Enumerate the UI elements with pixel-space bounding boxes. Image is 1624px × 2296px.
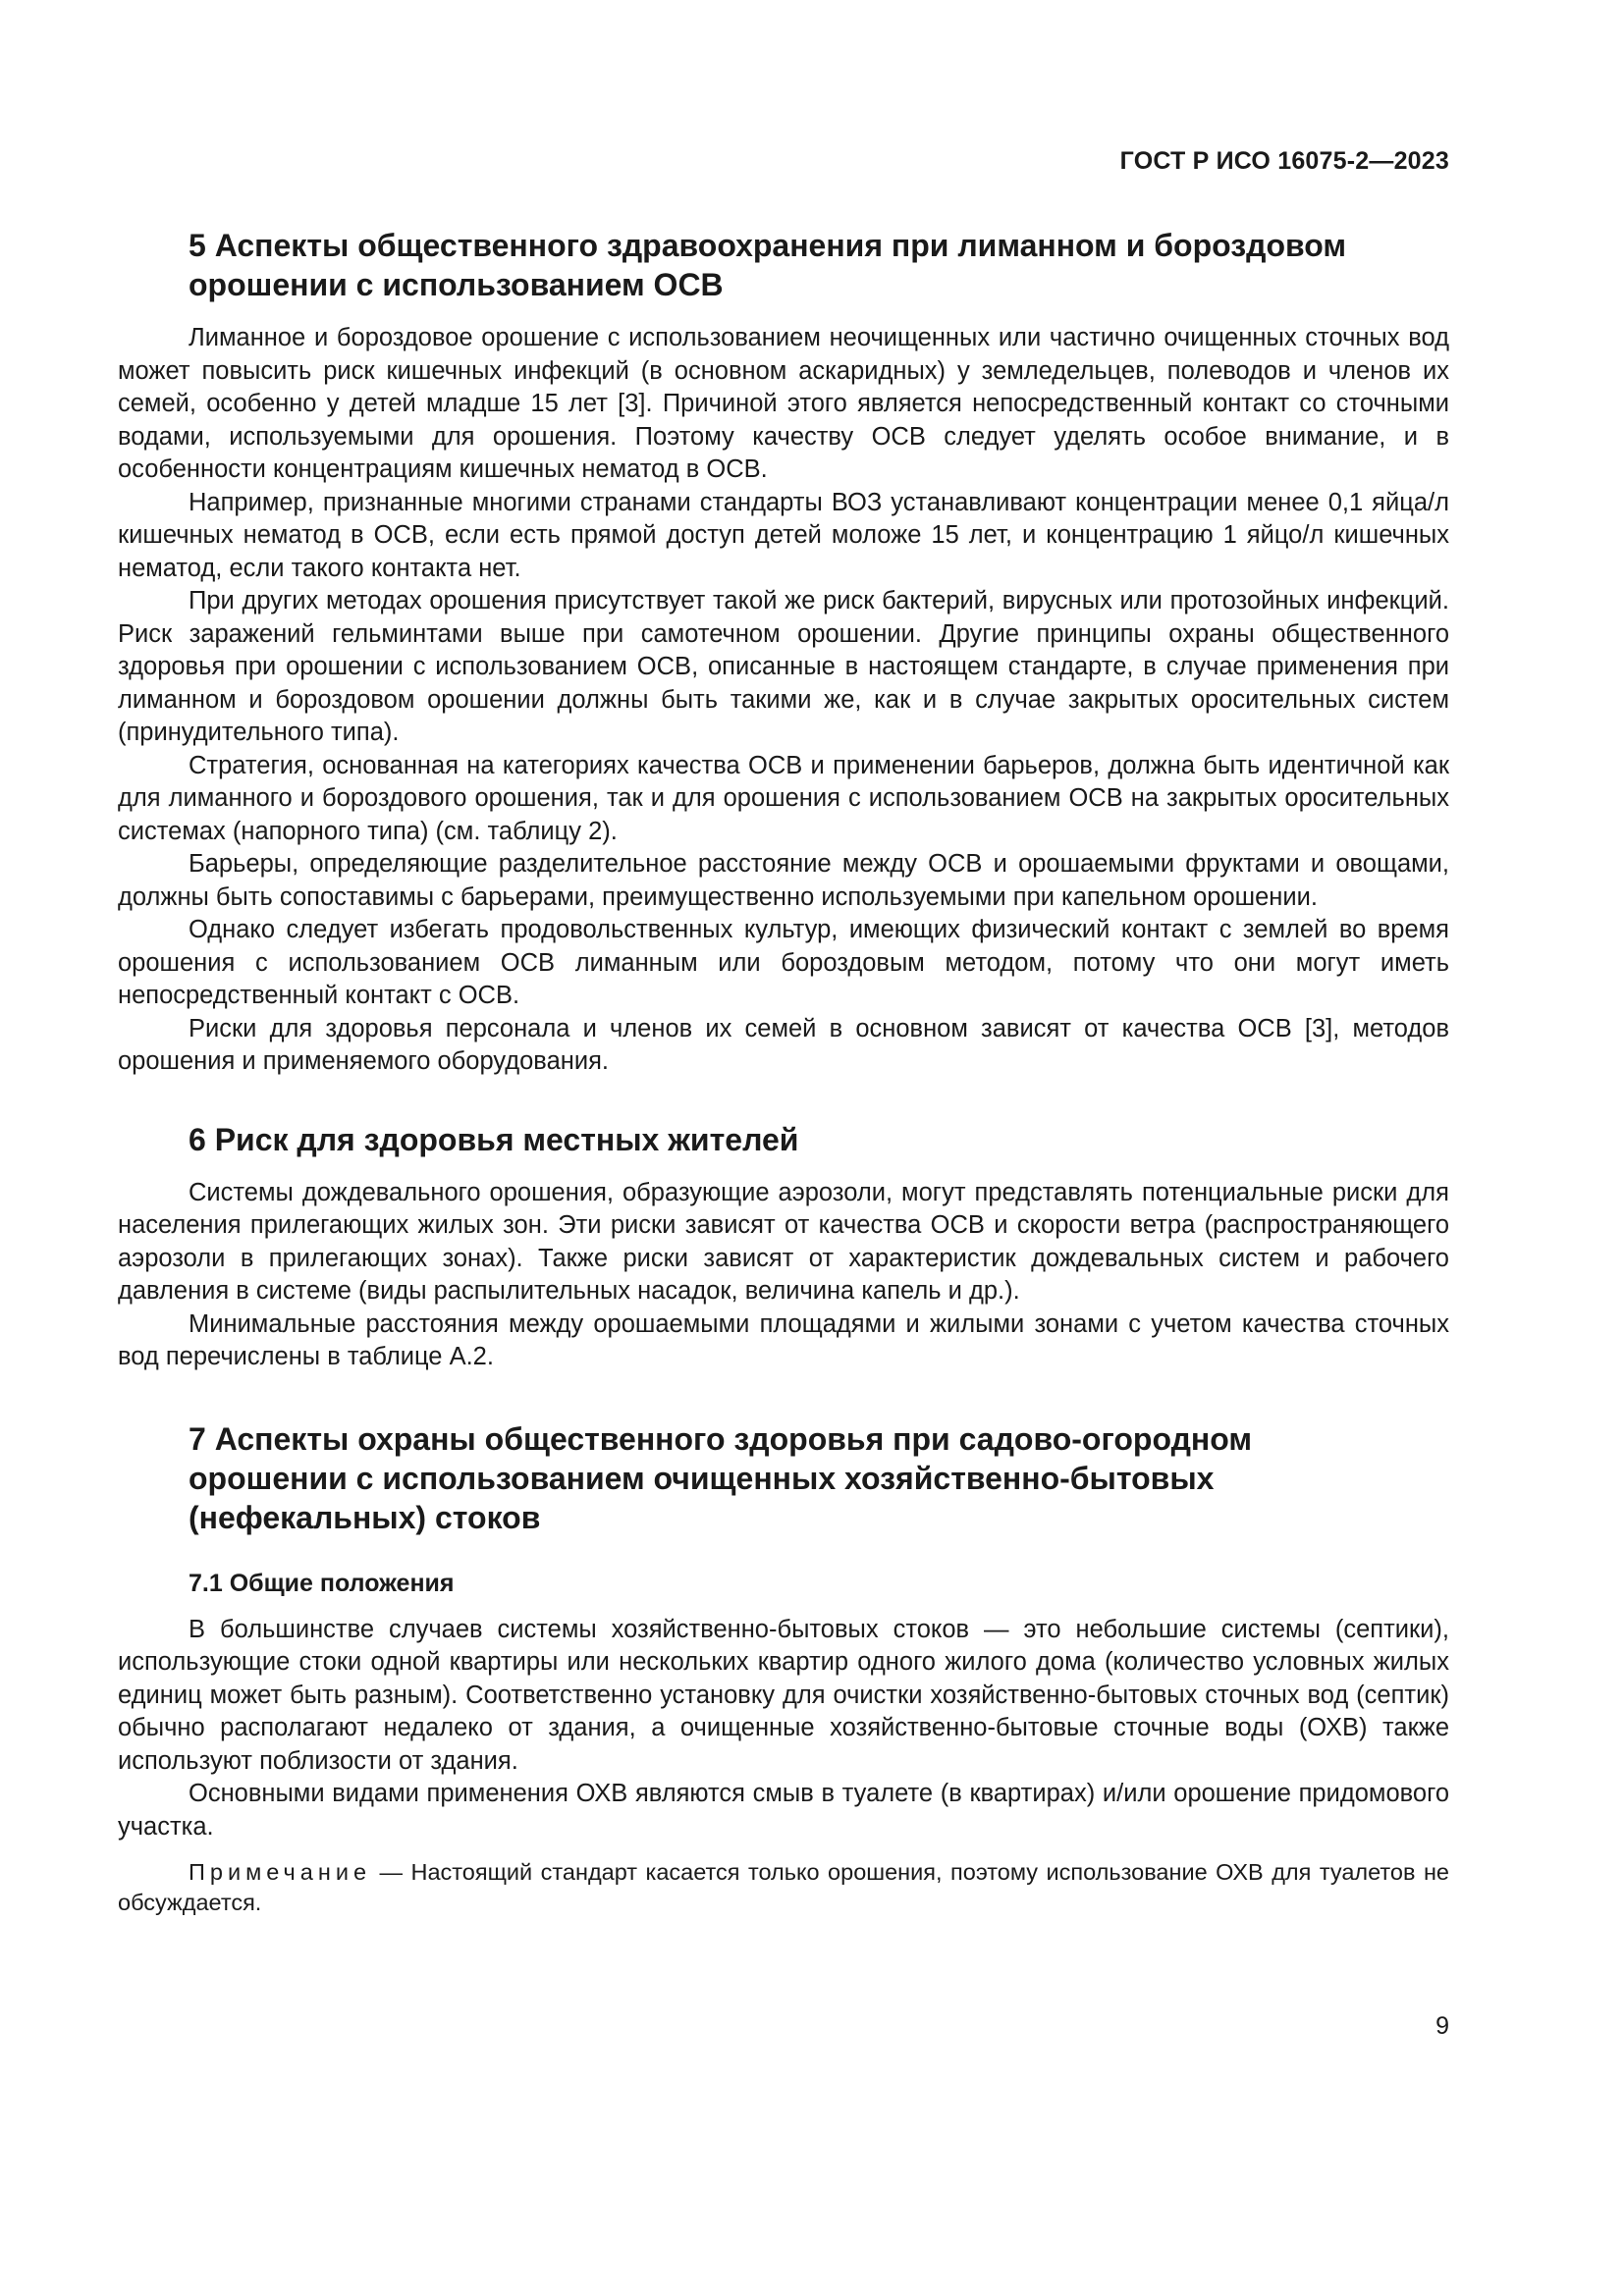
document-code: ГОСТ Р ИСО 16075-2—2023 bbox=[1119, 147, 1449, 175]
subsection-7-1-heading: 7.1 Общие положения bbox=[189, 1569, 455, 1597]
section-7-paragraph-1: В большинстве случаев системы хозяйственно-бытовых стоков — это небольшие системы (септики), использующие стоки одной квартиры или нескольких квартир одного жилого дома (количество условных жилых единиц может быть разным). Соответственно установку для очистки хозяйственно-бытовых сточных вод (септик) обычно располагают недалеко от здания, а очищенные хозяйственно-бытовые сточные воды (ОХВ) также используют поблизости от здания. bbox=[118, 1615, 1449, 1775]
section-6-paragraph-2: Минимальные расстояния между орошаемыми площадями и жилыми зонами с учетом качества сточных вод перечислены в таблице А.2. bbox=[118, 1309, 1449, 1370]
section-7-heading-line-3: (нефекальных) стоков bbox=[189, 1499, 541, 1535]
section-7-heading-line-1: 7 Аспекты охраны общественного здоровья при садово-огородном bbox=[189, 1420, 1252, 1457]
section-7-heading-line-2: орошении с использованием очищенных хозяйственно-бытовых bbox=[189, 1460, 1215, 1496]
section-5-paragraph-3: При других методах орошения присутствует такой же риск бактерий, вирусных или протозойных инфекций. Риск заражений гельминтами выше при самотечном орошении. Другие принципы охраны общественного здоровья при орошении с использованием ОСВ, описанные в настоящем стандарте, в случае применения при лиманном и бороздовом орошении должны быть такими же, как и в случае закрытых оросительных систем (принудительного типа). bbox=[118, 587, 1449, 746]
page-content bbox=[118, 226, 1449, 1918]
section-5-heading-line-1: 5 Аспекты общественного здравоохранения при лиманном и бороздовом bbox=[189, 228, 1347, 263]
section-5-paragraph-6: Однако следует избегать продовольственных культур, имеющих физический контакт с землей во время орошения с использованием ОСВ лиманным или бороздовым методом, потому что они могут иметь непосредственный контакт с ОСВ. bbox=[118, 916, 1449, 1009]
note-text: — Настоящий стандарт касается только орошения, поэтому использование ОХВ для туалетов не обсуждается. bbox=[118, 1859, 1449, 1915]
section-6-heading: 6 Риск для здоровья местных жителей bbox=[189, 1121, 799, 1157]
note-paragraph bbox=[118, 1857, 1449, 1918]
page-number: 9 bbox=[1435, 2012, 1449, 2040]
section-5-paragraph-1: Лиманное и бороздовое орошение с использованием неочищенных или частично очищенных сточных вод может повысить риск кишечных инфекций (в основном аскаридных) у земледельцев, полеводов и членов их семей, особенно у детей младше 15 лет [3]. Причиной этого является непосредственный контакт со сточными водами, используемыми для орошения. Поэтому качеству ОСВ следует уделять особое внимание, и в особенности концентрациям кишечных нематод в ОСВ. bbox=[118, 324, 1449, 483]
note-label: Примечание bbox=[189, 1859, 372, 1885]
section-5-paragraph-7: Риски для здоровья персонала и членов их семей в основном зависят от качества ОСВ [3], методов орошения и применяемого оборудования. bbox=[118, 1014, 1449, 1075]
section-5-heading bbox=[118, 226, 1449, 304]
section-6-paragraph-1: Системы дождевального орошения, образующие аэрозоли, могут представлять потенциальные риски для населения прилегающих жилых зон. Эти риски зависят от качества ОСВ и скорости ветра (распространяющего аэрозоли в прилегающих зонах). Также риски зависят от характеристик дождевальных систем и рабочего давления в системе (виды распылительных насадок, величина капель и др.). bbox=[118, 1178, 1449, 1305]
section-5-paragraph-5: Барьеры, определяющие разделительное расстояние между ОСВ и орошаемыми фруктами и овощами, должны быть сопоставимы с барьерами, преимущественно используемыми при капельном орошении. bbox=[118, 850, 1449, 911]
section-7-heading bbox=[118, 1419, 1449, 1537]
section-5-heading-line-2: орошении с использованием ОСВ bbox=[189, 267, 724, 302]
section-7-paragraph-2: Основными видами применения ОХВ являются смыв в туалете (в квартирах) и/или орошение придомового участка. bbox=[118, 1780, 1449, 1841]
section-5-paragraph-4: Стратегия, основанная на категориях качества ОСВ и применении барьеров, должна быть идентичной как для лиманного и бороздового орошения, так и для орошения с использованием ОСВ на закрытых оросительных системах (напорного типа) (см. таблицу 2). bbox=[118, 751, 1449, 845]
section-5-paragraph-2: Например, признанные многими странами стандарты ВОЗ устанавливают концентрации менее 0,1 яйца/л кишечных нематод в ОСВ, если есть прямой доступ детей моложе 15 лет, и концентрацию 1 яйцо/л кишечных нематод, если такого контакта нет. bbox=[118, 488, 1449, 582]
